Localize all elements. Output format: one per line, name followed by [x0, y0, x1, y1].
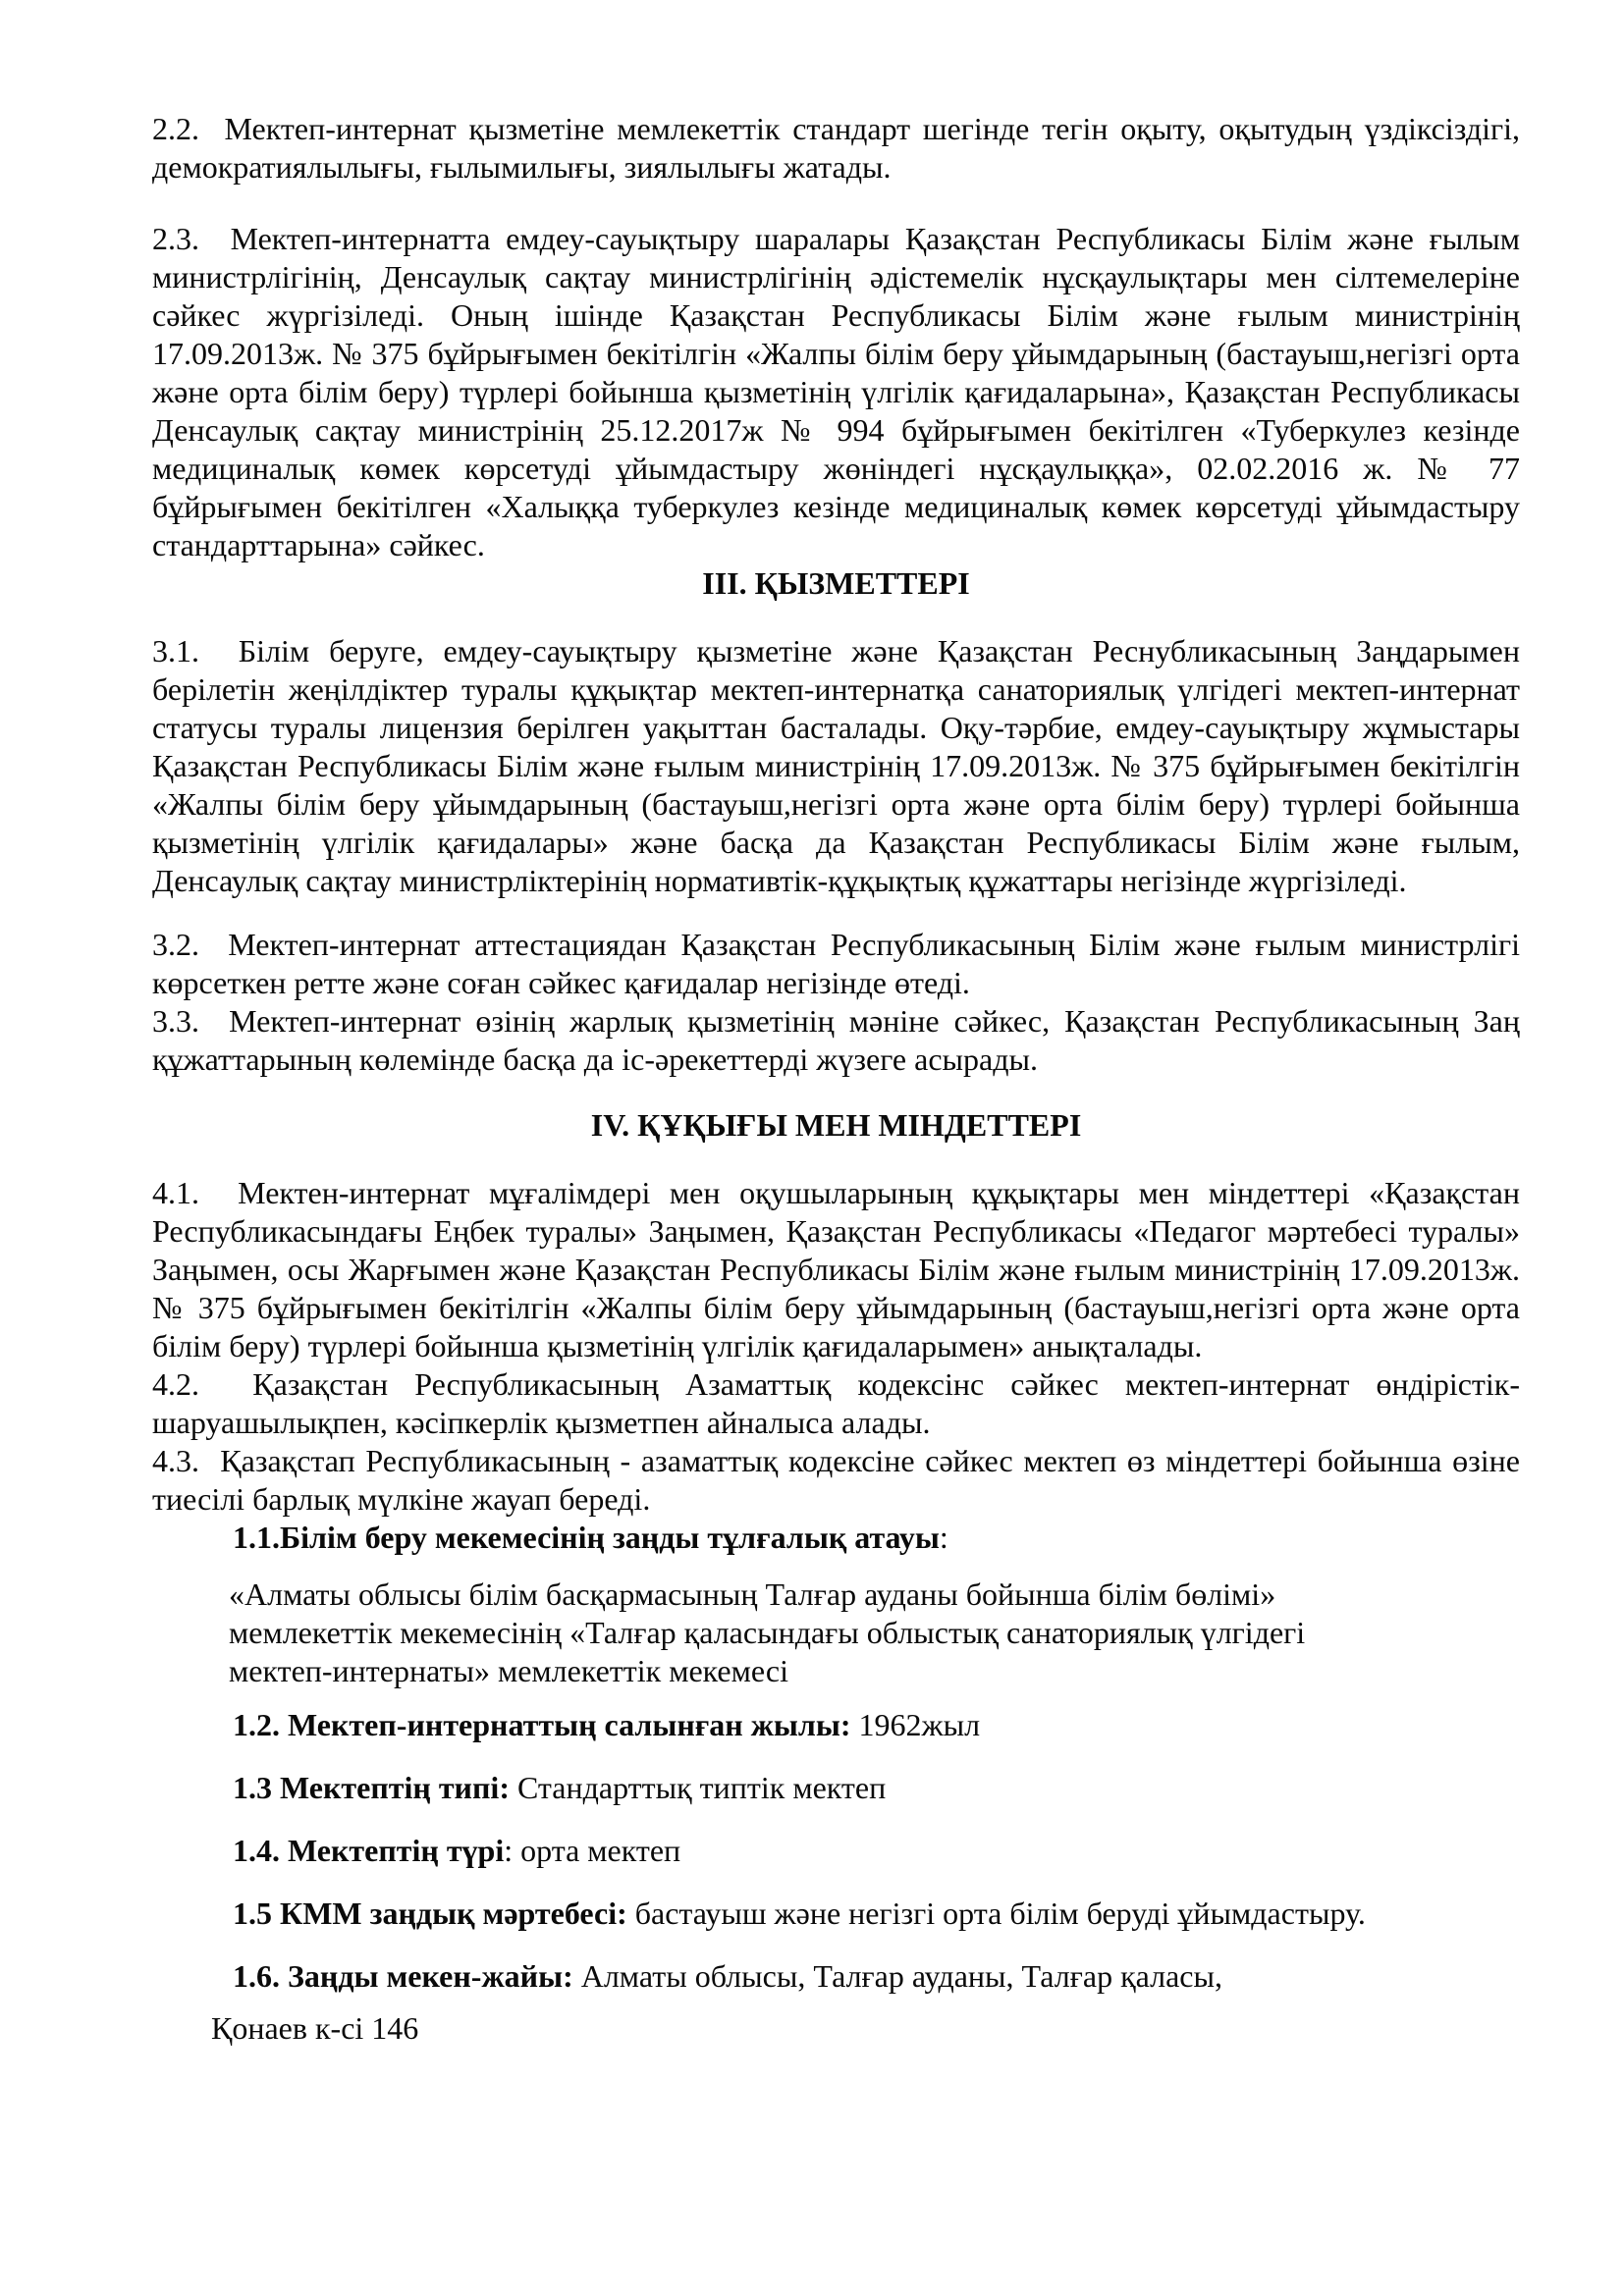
field-legal-address-value: Алматы облысы, Талғар ауданы, Талғар қаласы,: [572, 1958, 1222, 1994]
paragraph-4-1: 4.1. Мектен-интернат мұғалімдері мен оқушыларының құқықтары мен міндеттері «Қазақстан Республикасындағы Еңбек туралы» Заңымен, Қазақстан Республикасы «Педагог мәртебесі туралы» Заңымен, осы Жарғымен және Қазақстан Республикасы Білім және ғылым министрінің 17.09.2013ж. № 375 бұйрығымен бекітілгін «Жалпы білім беру ұйымдарының (бастауыш,негізгі орта және орта білім беру) түрлері бойынша қызметінің үлгілік қағидаларымен» анықталады.: [152, 1175, 1520, 1363]
paragraph-4-2: 4.2. Қазақстан Республикасының Азаматтық кодексінс сәйкес мектеп-интернат өндірістік-шаруашылықпен, кәсіпкерлік қызметпен айналыса алады.: [152, 1366, 1520, 1440]
paragraph-2-2: 2.2. Мектеп-интернат қызметіне мемлекеттік стандарт шегінде тегін оқыту, оқытудың үздіксіздігі, демократиялылығы, ғылымилығы, зиялылығы жатады.: [152, 111, 1520, 185]
field-year-built-value: 1962жыл: [850, 1707, 981, 1742]
field-legal-status-value: бастауыш және негізгі орта білім беруді ұйымдастыру.: [626, 1896, 1366, 1931]
institution-name-line-1: «Алматы облысы білім басқармасының Талғар ауданы бойынша білім бөлімі»: [229, 1576, 1276, 1612]
section-heading-4: IV. ҚҰҚЫҒЫ МЕН МІНДЕТТЕРІ: [590, 1107, 1082, 1143]
field-legal-address-label: 1.6. Заңды мекен-жайы:: [233, 1958, 573, 1994]
field-legal-name-title: [233, 1519, 1520, 1557]
field-year-built-label: 1.2. Мектеп-интернаттың салынған жылы:: [233, 1707, 851, 1742]
address-street-line: Қонаев к-сі 146: [211, 2010, 419, 2046]
field-year-built: [233, 1706, 1520, 1744]
paragraph-4-3: 4.3. Қазақстап Республикасының - азаматтық кодексіне сәйкес мектеп өз міндеттері бойынша өзіне тиесілі барлық мүлкіне жауап береді.: [152, 1443, 1520, 1517]
field-legal-address: [233, 1957, 1520, 1996]
field-legal-status: [233, 1895, 1520, 1933]
field-school-kind: [233, 1832, 1520, 1870]
field-legal-status-label: 1.5 КММ заңдық мәртебесі:: [233, 1896, 627, 1931]
field-school-type: [233, 1769, 1520, 1807]
field-legal-name-colon: :: [939, 1520, 948, 1555]
paragraph-3-3: 3.3. Мектеп-интернат өзінің жарлық қызметінің мәніне сәйкес, Қазақстан Республикасының Заң құжаттарының көлемінде басқа да іс-әрекеттерді жүзеге асырады.: [152, 1003, 1520, 1077]
paragraph-2-3: 2.3. Мектеп-интернатта емдеу-сауықтыру шаралары Қазақстан Республикасы Білім және ғылым министрлігінің, Денсаулық сақтау министрлігінің әдістемелік нұсқаулықтары мен сілтемелеріне сәйкес жүргізіледі. Оның ішінде Қазақстан Республикасы Білім және ғылым министрінің 17.09.2013ж. № 375 бұйрығымен бекітілгін «Жалпы білім беру ұйымдарының (бастауыш,негізгі орта және орта білім беру) түрлері бойынша қызметінің үлгілік қағидаларына», Қазақстан Республикасы Денсаулық сақтау министрінің 25.12.2017ж № 994 бұйрығымен бекітілген «Туберкулез кезінде медициналық көмек көрсетуді ұйымдастыру жөніндегі нұсқаулыққа», 02.02.2016 ж. № 77 бұйрығымен бекітілген «Халыққа туберкулез кезінде медициналық көмек көрсетуді ұйымдастыру стандарттарына» сәйкес.: [152, 221, 1520, 562]
field-school-type-label: 1.3 Мектептің типі:: [233, 1770, 510, 1805]
institution-name-block: [229, 1575, 1520, 1690]
section-heading-3: ІІІ. ҚЫЗМЕТТЕРІ: [702, 565, 970, 601]
institution-name-line-2: мемлекеттік мекемесінің «Талғар қаласындағы облыстық санаториялық үлгідегі: [229, 1615, 1306, 1650]
institution-name-line-3: мектеп-интернаты» мемлекеттік мекемесі: [229, 1653, 788, 1688]
field-legal-name-label: 1.1.Білім беру мекемесінің заңды тұлғалық атауы: [233, 1520, 940, 1555]
field-school-kind-label: 1.4. Мектептің түрі: [233, 1833, 505, 1868]
paragraph-3-2: 3.2. Мектеп-интернат аттестациядан Қазақстан Республикасының Білім және ғылым министрлігі көрсеткен ретте және соған сәйкес қағидалар негізінде өтеді.: [152, 927, 1520, 1000]
field-school-kind-value: : орта мектеп: [504, 1833, 681, 1868]
field-school-type-value: Стандарттық типтік мектеп: [509, 1770, 887, 1805]
paragraph-3-1: 3.1. Білім беруге, емдеу-сауықтыру қызметіне және Қазақстан Реснубликасының Заңдарымен берілетін жеңілдіктер туралы құқықтар мектеп-интернатқа санаториялық үлгідегі мектеп-интернат статусы туралы лицензия берілген уақыттан басталады. Оқу-тәрбие, емдеу-сауықтыру жұмыстары Қазақстан Республикасы Білім және ғылым министрінің 17.09.2013ж. № 375 бұйрығымен бекітілгін «Жалпы білім беру ұйымдарының (бастауыш,негізгі орта және орта білім беру) түрлері бойынша қызметінің үлгілік қағидалары» және басқа да Қазақстан Республикасы Білім және ғылым, Денсаулық сақтау министрліктерінің нормативтік-құқықтық құжаттары негізінде жүргізіледі.: [152, 633, 1520, 898]
